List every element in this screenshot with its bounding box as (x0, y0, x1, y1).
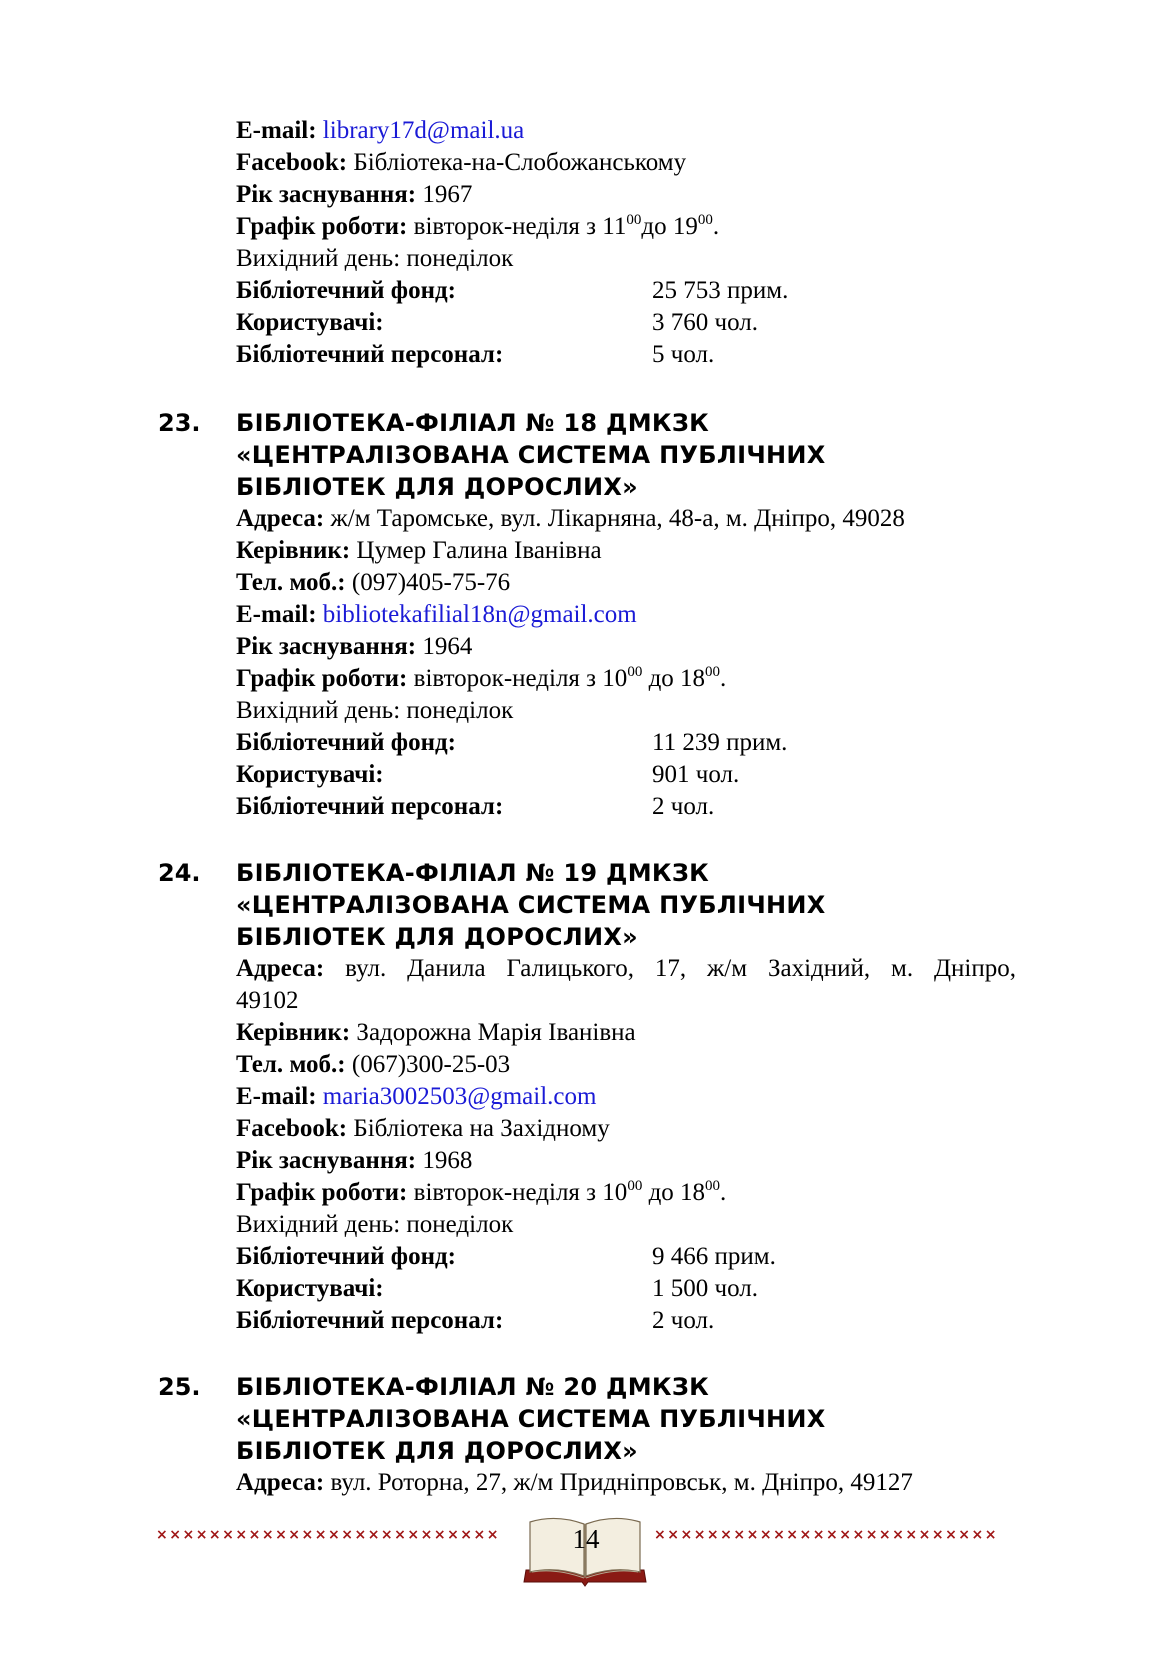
footer-ornament-right: ×××××××××××××××××××××××××× (654, 1527, 998, 1543)
email-link[interactable]: library17d@mail.ua (322, 117, 525, 144)
entry24-address-cont: 49102 (236, 987, 299, 1014)
page-number: 14 (572, 1524, 600, 1554)
entry23-phone-row: Тел. моб.: (097)405-75-76 (236, 569, 511, 596)
entry24-staff-label: Бібліотечний персонал: (236, 1307, 504, 1334)
entry25-title-line3: БІБЛІОТЕК ДЛЯ ДОРОСЛИХ» (236, 1437, 638, 1465)
entry24-fund-value: 9 466 прим. (652, 1243, 776, 1270)
entry24-users-value: 1 500 чол. (652, 1275, 758, 1302)
entry23-address-row: Адреса: ж/м Таромське, вул. Лікарняна, 48-а, м. Дніпро, 49028 (236, 505, 905, 532)
entry24-users-label: Користувачі: (236, 1275, 384, 1302)
entry23-year-row: Рік заснування: 1964 (236, 633, 473, 660)
entry24-address-row: Адреса: вул. Данила Галицького, 17, ж/м Західний, м. Дніпро, (236, 955, 1016, 982)
entry23-fund-value: 11 239 прим. (652, 729, 788, 756)
entry22-fund-label: Бібліотечний фонд: (236, 277, 456, 304)
entry23-email-row: E-mail: bibliotekafilial18n@gmail.com (236, 601, 637, 628)
entry23-staff-value: 2 чол. (652, 793, 715, 820)
entry24-dayoff-row: Вихідний день: понеділок (236, 1211, 514, 1238)
entry22-users-label: Користувачі: (236, 309, 384, 336)
entry23-schedule-row: Графік роботи: вівторок-неділя з $10^{00}$ до $18^{00}$. (236, 664, 727, 692)
entry25-title-line2: «ЦЕНТРАЛІЗОВАНА СИСТЕМА ПУБЛІЧНИХ (236, 1405, 826, 1433)
entry24-number: 24. (158, 859, 201, 887)
email-link[interactable]: maria3002503@gmail.com (322, 1083, 597, 1110)
entry23-users-value: 901 чол. (652, 761, 740, 788)
entry25-title-line1: БІБЛІОТЕКА-ФІЛІАЛ № 20 ДМКЗК (236, 1373, 710, 1401)
entry23-head-row: Керівник: Цумер Галина Іванівна (236, 537, 602, 564)
entry22-staff-value: 5 чол. (652, 341, 715, 368)
entry24-email-row: E-mail: maria3002503@gmail.com (236, 1083, 597, 1110)
entry23-users-label: Користувачі: (236, 761, 384, 788)
entry25-address-row: Адреса: вул. Роторна, 27, ж/м Придніпровськ, м. Дніпро, 49127 (236, 1469, 913, 1496)
entry22-staff-label: Бібліотечний персонал: (236, 341, 504, 368)
entry23-title-line1: БІБЛІОТЕКА-ФІЛІАЛ № 18 ДМКЗК (236, 409, 710, 437)
entry23-number: 23. (158, 409, 201, 437)
entry22-fund-value: 25 753 прим. (652, 277, 789, 304)
entry24-schedule-row: Графік роботи: вівторок-неділя з $10^{00}$ до $18^{00}$. (236, 1178, 727, 1206)
entry24-title-line3: БІБЛІОТЕК ДЛЯ ДОРОСЛИХ» (236, 923, 638, 951)
entry24-fund-label: Бібліотечний фонд: (236, 1243, 456, 1270)
entry24-facebook-row: Facebook: Бібліотека на Західному (236, 1115, 610, 1142)
entry23-dayoff-row: Вихідний день: понеділок (236, 697, 514, 724)
entry24-phone-row: Тел. моб.: (067)300-25-03 (236, 1051, 511, 1078)
entry22-users-value: 3 760 чол. (652, 309, 758, 336)
entry24-staff-value: 2 чол. (652, 1307, 715, 1334)
entry22-email-row: E-mail: library17d@mail.ua (236, 117, 525, 144)
entry23-title-line2: «ЦЕНТРАЛІЗОВАНА СИСТЕМА ПУБЛІЧНИХ (236, 441, 826, 469)
entry23-staff-label: Бібліотечний персонал: (236, 793, 504, 820)
entry24-title-line1: БІБЛІОТЕКА-ФІЛІАЛ № 19 ДМКЗК (236, 859, 710, 887)
entry22-facebook-row: Facebook: Бібліотека-на-Слобожанському (236, 149, 687, 176)
entry24-head-row: Керівник: Задорожна Марія Іванівна (236, 1019, 636, 1046)
entry23-fund-label: Бібліотечний фонд: (236, 729, 456, 756)
entry24-year-row: Рік заснування: 1968 (236, 1147, 473, 1174)
entry25-number: 25. (158, 1373, 201, 1401)
footer-ornament-left: ×××××××××××××××××××××××××× (156, 1527, 500, 1543)
entry23-title-line3: БІБЛІОТЕК ДЛЯ ДОРОСЛИХ» (236, 473, 638, 501)
entry22-schedule-row: Графік роботи: вівторок-неділя з $11^{00}до$ $19^{00}$. (236, 212, 720, 240)
entry24-title-line2: «ЦЕНТРАЛІЗОВАНА СИСТЕМА ПУБЛІЧНИХ (236, 891, 826, 919)
email-link[interactable]: bibliotekafilial18n@gmail.com (322, 601, 637, 628)
entry22-year-row: Рік заснування: 1967 (236, 181, 473, 208)
entry22-dayoff-row: Вихідний день: понеділок (236, 245, 514, 272)
